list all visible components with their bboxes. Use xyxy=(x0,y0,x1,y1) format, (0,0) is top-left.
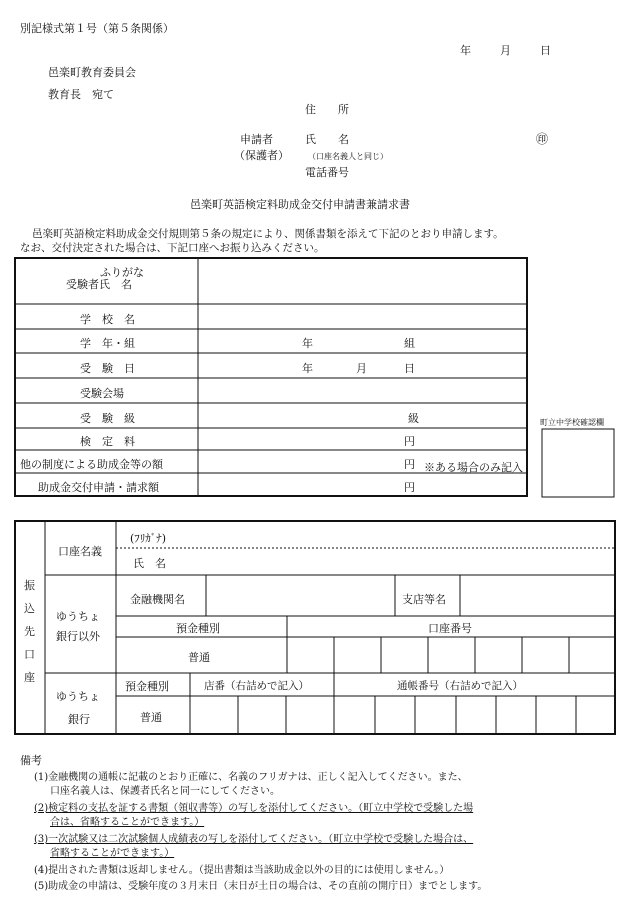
same-as-account-note: （口座名義人と同じ） xyxy=(308,152,388,161)
phone-label: 電話番号 xyxy=(305,166,349,179)
exam-date-year: 年 xyxy=(302,362,313,375)
other-subsidy-yen: 円 xyxy=(404,458,415,471)
date-year: 年 xyxy=(460,44,471,57)
furigana-label: ふりがな xyxy=(100,266,144,279)
transfer-label-5: 座 xyxy=(24,671,35,684)
other-subsidy-note: ※ある場合のみ記入 xyxy=(424,461,523,474)
grade-unit: 年 xyxy=(302,337,313,350)
date-day: 日 xyxy=(540,44,551,57)
yucho-label-2: ゆうちょ xyxy=(56,690,100,703)
deposit-type-label-2: 預金種別 xyxy=(125,680,169,693)
intro-line-2: なお、交付決定された場合は、下記口座へお振り込みください。 xyxy=(20,242,325,254)
bank-label: 銀行 xyxy=(68,713,90,726)
transfer-label-4: 口 xyxy=(24,648,35,661)
request-amount-yen: 円 xyxy=(404,481,415,494)
exam-date-month: 月 xyxy=(356,362,367,375)
store-number-label: 店番（右詰めで記入） xyxy=(204,680,309,692)
institution-label: 金融機関名 xyxy=(130,593,185,606)
furigana-kana-label: (ﾌﾘｶﾞﾅ) xyxy=(130,532,167,545)
addressee-superintendent: 教育長 宛て xyxy=(48,88,114,101)
level-label: 受 験 級 xyxy=(80,412,135,425)
transfer-label-2: 込 xyxy=(24,602,35,615)
other-subsidy-label: 他の制度による助成金等の額 xyxy=(20,458,163,471)
school-label: 学 校 名 xyxy=(80,313,135,326)
account-holder-label: 口座名義 xyxy=(58,545,102,558)
note-3a: (3)一次試験又は二次試験個人成績表の写しを添付してください。（町立中学校で受験した場合は、 xyxy=(34,834,474,845)
school-confirmation-label: 町立中学校確認欄 xyxy=(540,418,604,427)
notes-title: 備考 xyxy=(20,754,42,767)
transfer-label-3: 先 xyxy=(24,625,35,638)
note-3b: 省略することができます。） xyxy=(50,848,175,859)
branch-label: 支店等名 xyxy=(402,593,446,606)
note-4: (4)提出された書類は返却しません。（提出書類は当該助成金以外の目的には使用しません。） xyxy=(34,865,450,876)
exam-date-label: 受 験 日 xyxy=(80,362,135,375)
other-than-bank-label: 銀行以外 xyxy=(56,630,100,643)
level-unit: 級 xyxy=(408,412,419,425)
note-1a: (1)金融機関の通帳に記載のとおり正確に、名義のフリガナは、正しく記入してください。また、 xyxy=(34,772,468,783)
class-unit: 組 xyxy=(404,337,415,350)
seal-mark: ㊞ xyxy=(536,132,549,146)
yucho-label-1: ゆうちょ xyxy=(56,610,100,623)
exam-date-day: 日 xyxy=(404,362,415,375)
fee-label: 検 定 料 xyxy=(80,435,135,448)
intro-line-1: 邑楽町英語検定料助成金交付規則第５条の規定により、関係書類を添えて下記のとおり申請します。 xyxy=(32,228,504,240)
addressee-board: 邑楽町教育委員会 xyxy=(48,66,136,79)
note-5: (5)助成金の申請は、受験年度の３月末日（末日が土日の場合は、その直前の開庁日）までとします。 xyxy=(34,881,488,892)
ordinary-label-2: 普通 xyxy=(140,711,162,724)
fee-yen: 円 xyxy=(404,435,415,448)
ordinary-label: 普通 xyxy=(188,651,210,664)
venue-label: 受験会場 xyxy=(80,387,124,400)
applicant-label: 申請者 xyxy=(240,133,273,146)
holder-name-label: 氏 名 xyxy=(133,557,166,570)
document-title: 邑楽町英語検定料助成金交付申請書兼請求書 xyxy=(190,198,410,211)
deposit-type-label: 預金種別 xyxy=(176,622,220,635)
guardian-label: （保護者） xyxy=(234,149,289,162)
account-number-label: 口座番号 xyxy=(428,622,472,635)
name-label: 氏 名 xyxy=(305,133,349,146)
request-amount-label: 助成金交付申請・請求額 xyxy=(38,481,159,494)
examinee-name-label: 受験者氏 名 xyxy=(66,278,132,291)
note-2b: 合は、省略することができます。） xyxy=(50,817,205,828)
form-number: 別記様式第１号（第５条関係） xyxy=(20,22,174,35)
note-2a: (2)検定料の支払を証する書類（領収書等）の写しを添付してください。（町立中学校で受験した場 xyxy=(34,803,474,814)
transfer-label-1: 振 xyxy=(24,579,35,592)
grade-class-label: 学 年・組 xyxy=(80,337,135,350)
date-month: 月 xyxy=(500,44,511,57)
address-label: 住 所 xyxy=(305,103,349,116)
passbook-number-label: 通帳番号（右詰めで記入） xyxy=(397,680,523,692)
note-1b: 口座名義人は、保護者氏名と同一にしてください。 xyxy=(50,786,280,797)
